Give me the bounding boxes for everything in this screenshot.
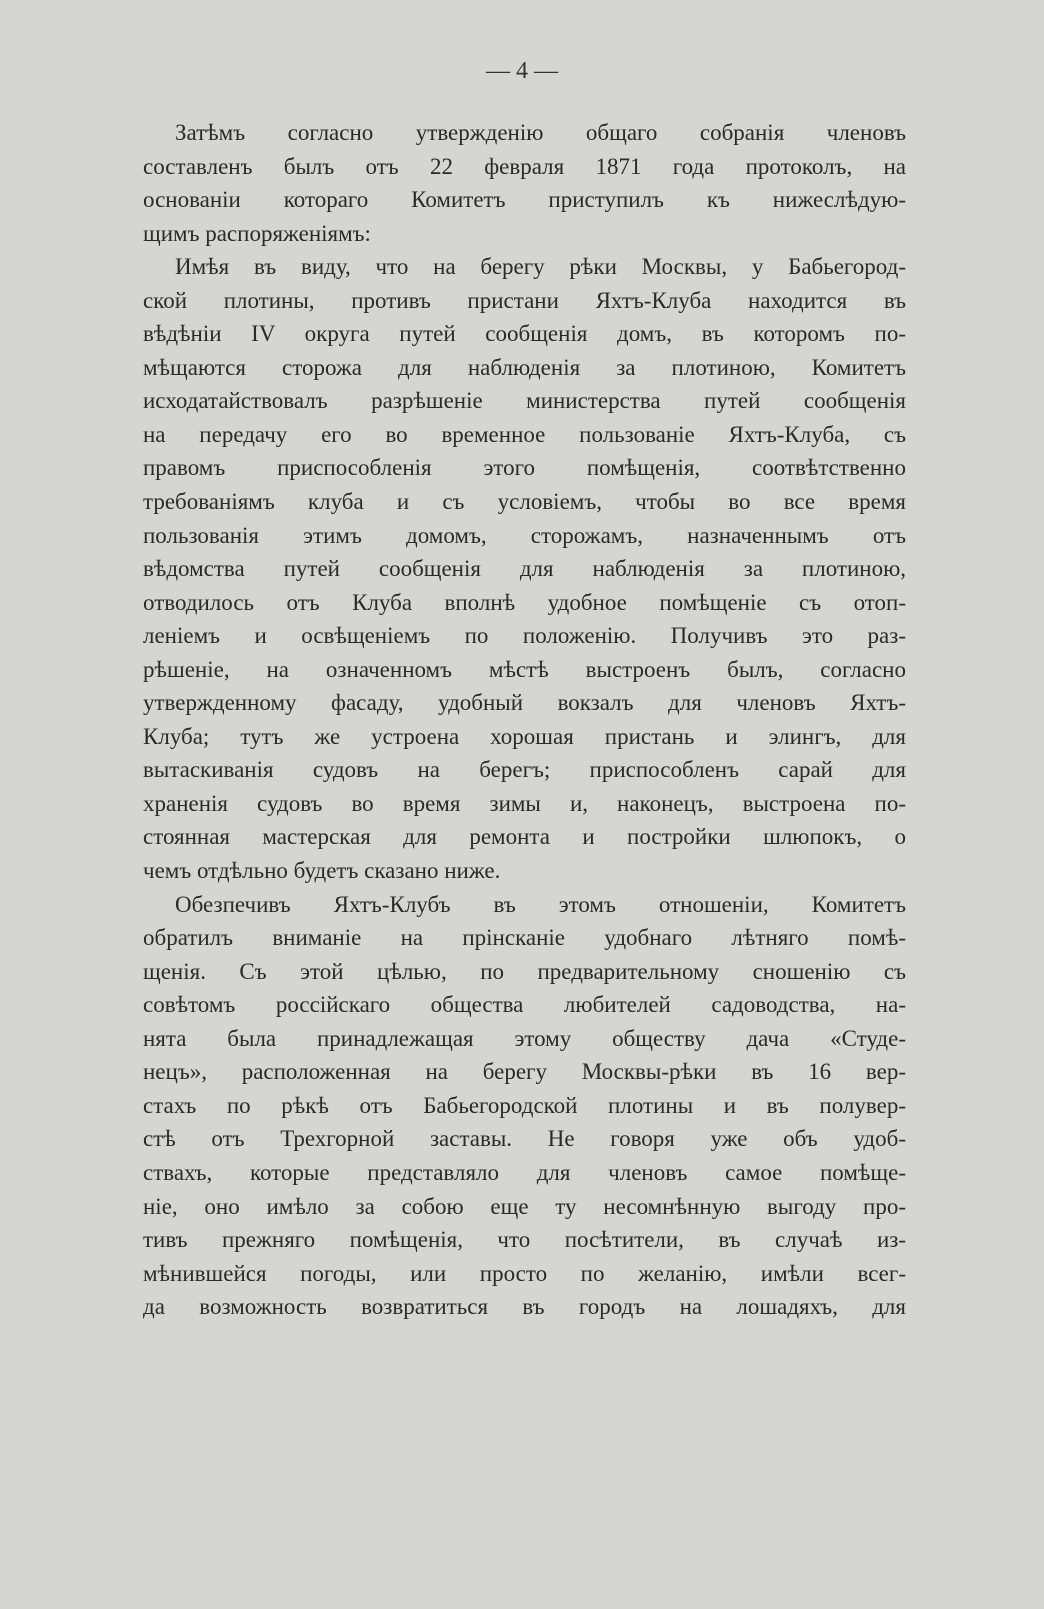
body-text bbox=[143, 116, 906, 1324]
text-line: совѣтомъ россійскаго общества любителей садоводства, на- bbox=[143, 992, 906, 1018]
text-line: вѣдѣніи IV округа путей сообщенія домъ, въ которомъ по- bbox=[143, 321, 906, 347]
text-line: ствахъ, которые представляло для членовъ самое помѣще- bbox=[143, 1159, 906, 1185]
text-line: правомъ приспособленія этого помѣщенія, соотвѣтственно bbox=[143, 455, 906, 481]
text-line: исходатайствовалъ разрѣшеніе министерства путей сообщенія bbox=[143, 388, 906, 414]
text-line: Имѣя въ виду, что на берегу рѣки Москвы, у Бабьегород- bbox=[175, 254, 906, 280]
text-line: нята была принадлежащая этому обществу дача «Студе- bbox=[143, 1025, 906, 1051]
text-line: рѣшеніе, на означенномъ мѣстѣ выстроенъ былъ, согласно bbox=[143, 656, 906, 682]
text-line: стоянная мастерская для ремонта и постройки шлюпокъ, о bbox=[143, 824, 906, 850]
text-line: тивъ прежняго помѣщенія, что посѣтители, въ случаѣ из- bbox=[143, 1227, 906, 1253]
text-line: леніемъ и освѣщеніемъ по положенію. Получивъ это раз- bbox=[143, 623, 906, 649]
text-line: мѣщаются сторожа для наблюденія за плотиною, Комитетъ bbox=[143, 354, 906, 380]
text-line: основаніи котораго Комитетъ приступилъ къ нижеслѣдую- bbox=[143, 187, 906, 213]
text-line: ніе, оно имѣло за собою еще ту несомнѣнную выгоду про- bbox=[143, 1193, 906, 1219]
text-line: стахъ по рѣкѣ отъ Бабьегородской плотины и въ полувер- bbox=[143, 1092, 906, 1118]
text-line: Обезпечивъ Яхтъ-Клубъ въ этомъ отношеніи, Комитетъ bbox=[175, 891, 906, 917]
text-line: ской плотины, противъ пристани Яхтъ-Клуба находится въ bbox=[143, 287, 906, 313]
page-number: — 4 — bbox=[486, 58, 558, 84]
text-line: храненія судовъ во время зимы и, наконецъ, выстроена по- bbox=[143, 790, 906, 816]
text-line: Затѣмъ согласно утвержденію общаго собранія членовъ bbox=[175, 120, 906, 145]
text-line: стѣ отъ Трехгорной заставы. Не говоря уже объ удоб- bbox=[143, 1126, 906, 1152]
text-line: да возможность возвратиться въ городъ на лошадяхъ, для bbox=[143, 1294, 906, 1320]
text-line: Клуба; тутъ же устроена хорошая пристань и элингъ, для bbox=[143, 723, 906, 749]
text-line: щенія. Съ этой цѣлью, по предварительному сношенію съ bbox=[143, 958, 906, 984]
text-line: утвержденному фасаду, удобный вокзалъ для членовъ Яхтъ- bbox=[143, 690, 906, 716]
text-line: составленъ былъ отъ 22 февраля 1871 года протоколъ, на bbox=[143, 153, 906, 179]
text-line: вѣдомства путей сообщенія для наблюденія за плотиною, bbox=[143, 556, 906, 582]
text-line: мѣнившейся погоды, или просто по желанію, имѣли всег- bbox=[143, 1260, 906, 1286]
text-line: требованіямъ клуба и съ условіемъ, чтобы во все время bbox=[143, 489, 906, 515]
text-line: обратилъ вниманіе на прінсканіе удобнаго лѣтняго помѣ- bbox=[143, 925, 906, 951]
text-line: чемъ отдѣльно будетъ сказано ниже. bbox=[143, 858, 501, 884]
text-line: нецъ», расположенная на берегу Москвы-рѣки въ 16 вер- bbox=[143, 1059, 906, 1085]
text-line: щимъ распоряженіямъ: bbox=[143, 220, 371, 246]
text-line: отводилось отъ Клуба вполнѣ удобное помѣщеніе съ отоп- bbox=[143, 589, 906, 615]
text-line: вытаскиванія судовъ на берегъ; приспособленъ сарай для bbox=[143, 757, 906, 783]
text-line: на передачу его во временное пользованіе Яхтъ-Клуба, съ bbox=[143, 421, 906, 447]
text-line: пользованія этимъ домомъ, сторожамъ, назначеннымъ отъ bbox=[143, 522, 906, 548]
